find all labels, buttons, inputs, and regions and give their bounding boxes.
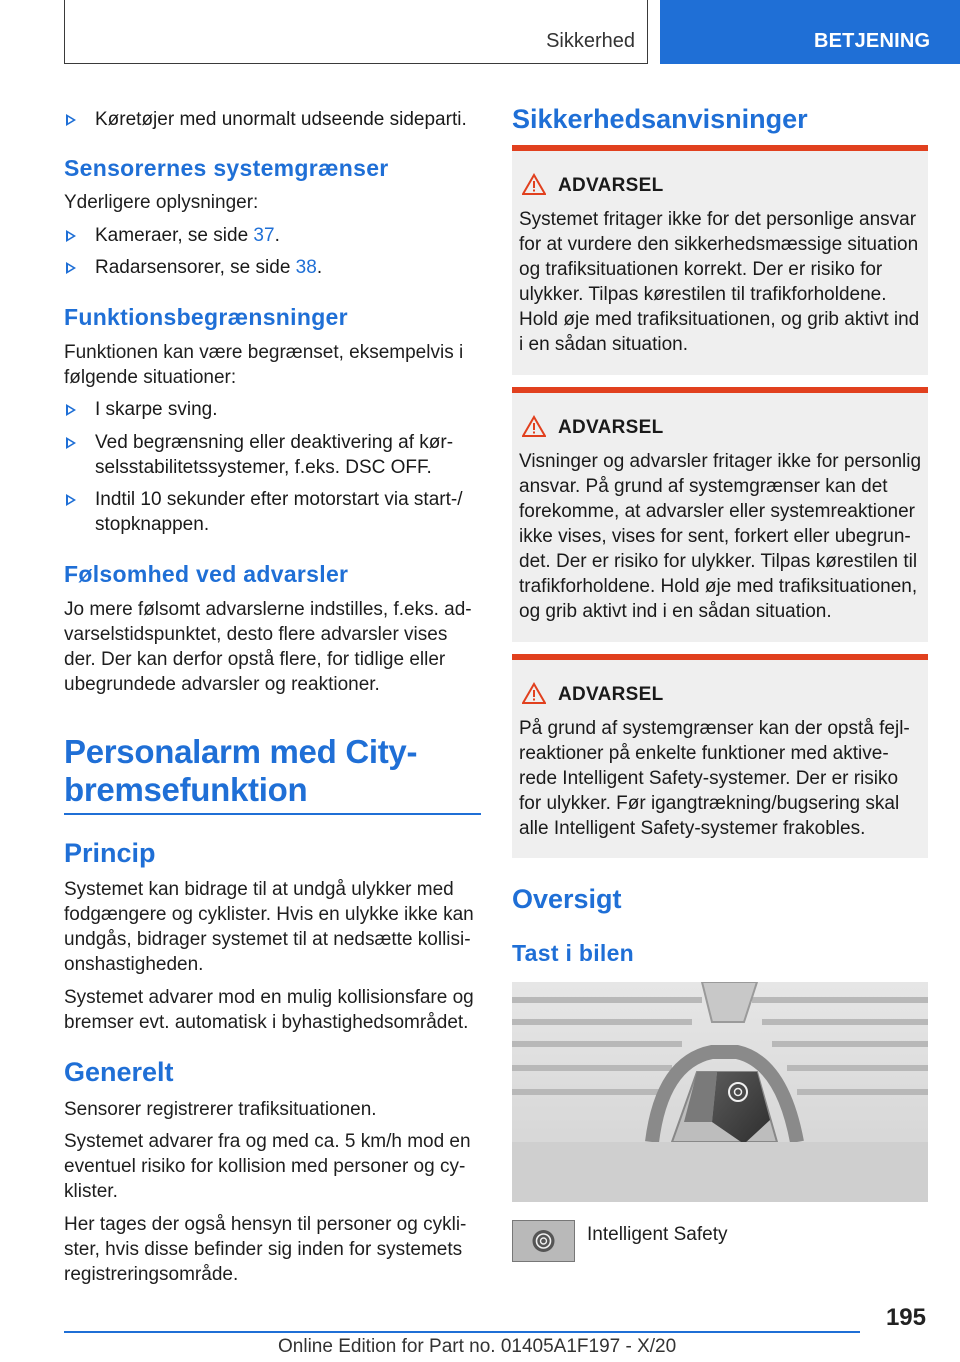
warning-triangle-icon (522, 415, 546, 437)
header-chapter-tab (660, 0, 960, 64)
bullet-triangle-icon (66, 494, 76, 506)
header-section-title: Sikkerhed (546, 30, 635, 52)
section-heading-generelt: Generelt (64, 1057, 174, 1087)
footer-divider (64, 1331, 860, 1333)
warning-triangle-icon (522, 682, 546, 704)
footer-edition: Online Edition for Part no. 01405A1F197 - X/20 (278, 1336, 677, 1357)
section-heading-tast: Tast i bilen (512, 940, 635, 966)
generelt-paragraph-2: Systemet advarer fra og med ca. 5 km/h mod en eventuel risiko for kollision med personer og cy- klister. (64, 1131, 471, 1202)
bullet-triangle-icon (66, 437, 76, 449)
bullet-triangle-icon (66, 404, 76, 416)
warning-triangle-icon (522, 173, 546, 195)
warning-title: ADVARSEL (558, 417, 664, 438)
warning-bar (512, 387, 928, 393)
page-number: 195 (885, 1304, 926, 1331)
princip-paragraph-1: Systemet kan bidrage til at undgå ulykker med fodgængere og cyklister. Hvis en ulykke ikke kan undgås, bidrager systemet til at nedsætte kollisi- onshastigheden. (64, 879, 474, 975)
sensitivity-text: Jo mere følsomt advarslerne indstilles, f.eks. ad- varselstidspunktet, desto flere advarsler vises der. Der kan derfor opstå flere, for tidlige eller ubegrundede advarsler og reaktioner. (64, 599, 472, 695)
section-heading-sensor: Sensorernes systemgrænser (64, 155, 389, 181)
page-link-38[interactable]: 38 (295, 257, 317, 278)
button-photo-image (512, 982, 928, 1202)
warning-title: ADVARSEL (558, 175, 664, 196)
page-link-37[interactable]: 37 (253, 225, 275, 246)
title-divider (64, 813, 481, 815)
page-title: Personalarm med City- bremsefunktion (64, 733, 418, 808)
warning-text: På grund af systemgrænser kan der opstå fejl- reaktioner på enkelte funktioner med aktive- rede Intelligent Safety-systemer. Der er risiko for ulykker. Før igangtrækning/bugsering skal alle Intelligent Safety-systemer frakobles. (519, 718, 910, 839)
button-legend-label: Intelligent Safety (587, 1224, 728, 1245)
header-section-box (64, 0, 648, 64)
section-heading-princip: Princip (64, 838, 156, 868)
warning-title: ADVARSEL (558, 684, 664, 705)
section-heading-safety: Sikkerhedsanvisninger (512, 104, 808, 134)
warning-text: Systemet fritager ikke for det personlige ansvar for at vurdere den sikkerhedsmæssige situation og trafiksituationen korrekt. Der er risiko for ulykker. Tilpas kørestilen til trafikforholdene. Hold øje med trafiksituationen, og grib aktivt ind i en sådan situation. (519, 209, 920, 355)
warning-text: Visninger og advarsler fritager ikke for personlig ansvar. På grund af systemgrænser kan det forekomme, at advarsler eller systemreaktioner ikke vises, vises for sent, forkert eller ubegrun- det. Der er risiko for ulykker. Tilpas kørestilen til trafikforholdene. Hold øje med trafiksituationen, og grib aktivt ind i en sådan situation. (519, 451, 922, 622)
intelligent-safety-button-icon (512, 1220, 575, 1262)
warning-box (512, 387, 928, 642)
warning-box (512, 145, 928, 375)
warning-bar (512, 145, 928, 151)
bullet-triangle-icon (66, 230, 76, 242)
bullet-triangle-icon (66, 114, 76, 126)
header-chapter-label: BETJENING (814, 30, 931, 52)
section-heading-oversigt: Oversigt (512, 884, 622, 914)
section-heading-sensitivity: Følsomhed ved advarsler (64, 561, 349, 587)
princip-paragraph-2: Systemet advarer mod en mulig kollisionsfare og bremser evt. automatisk i byhastighedsområdet. (64, 987, 474, 1033)
generelt-paragraph-1: Sensorer registrerer trafiksituationen. (64, 1099, 377, 1120)
function-intro: Funktionen kan være begrænset, eksempelvis i følgende situationer: (64, 342, 464, 388)
warning-bar (512, 654, 928, 660)
sensor-intro: Yderligere oplysninger: (64, 192, 259, 213)
section-heading-function: Funktionsbegrænsninger (64, 304, 348, 330)
warning-box (512, 654, 928, 858)
bullet-triangle-icon (66, 262, 76, 274)
generelt-paragraph-3: Her tages der også hensyn til personer og cykli- ster, hvis disse befinder sig inden for systemets registreringsområde. (64, 1214, 467, 1285)
